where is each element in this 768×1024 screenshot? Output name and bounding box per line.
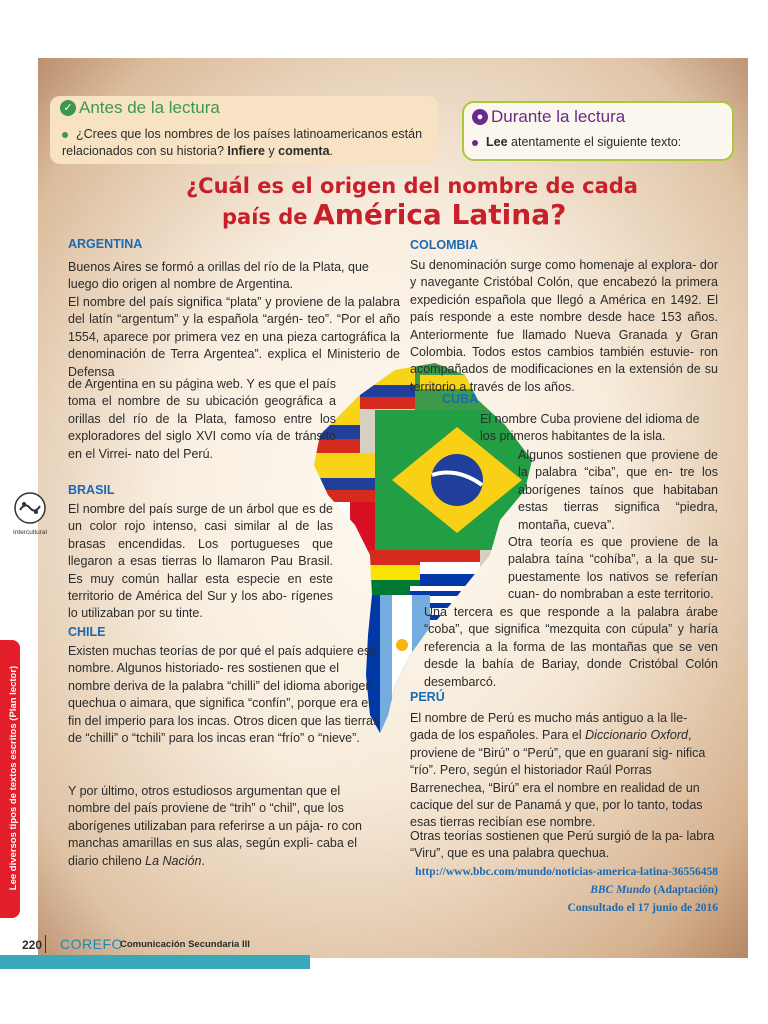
intercultural-icon <box>10 490 50 540</box>
reading-icon: ● <box>472 109 488 125</box>
argentina-paragraph-2: El nombre del país significa “plata” y proviene de la palabra del latín “argentum” y la española “argén- teo”. “Por el año 1554, aparece por primera vez en una pieza cartográfica la denominación de Terra Argentea”. explica el Ministerio de Defensa <box>68 295 400 379</box>
chile-paragraph-2: Y por último, otros estudiosos argumentan que el nombre del país proviene de “trih” o “chil”, que los aborígenes utilizaban para referirse a un pája- ro con manchas amarillas en sus alas, según expli- caba el diario chileno La Nación. <box>68 784 362 868</box>
before-reading-question: ¿Crees que los nombres de los países latinoamericanos están relacionados con su historia? Infiere y comenta. <box>62 127 423 158</box>
during-reading-title: ● Durante la lectura <box>472 107 625 127</box>
source-consulted: Consultado el 17 junio de 2016 <box>567 902 718 914</box>
peru-paragraph-1: El nombre de Perú es mucho más antiguo a la lle- gada de los españoles. Para el Diccionario Oxford, proviene de “Birú” o “Perú”, que en guaraní sig- nifica “río”. Pero, según el historiador Raúl Porras Barrenechea, “Birú” era el nombre en realidad de un cacique del sur de Panamá y que, por lo tanto, todas esas tierras recibían ese nombre. <box>410 711 706 830</box>
heading-cuba: CUBA <box>442 392 479 406</box>
page-title-line2: país de América Latina? <box>222 198 567 231</box>
source-url[interactable]: http://www.bbc.com/mundo/noticias-america-latina-36556458 <box>415 866 718 878</box>
bolivia-flag <box>360 550 420 565</box>
before-reading-title: ✓ Antes de la lectura <box>60 98 220 118</box>
course-title: Comunicación Secundaria III <box>120 939 250 950</box>
footer-divider <box>45 935 46 953</box>
cuba-paragraph-3: Otra teoría es que proviene de la palabra taína “cohíba”, a la que su- puestamente los nativos se referían cuan- do nombraban a este territorio. <box>508 535 718 602</box>
brand-logo: COREFO <box>60 936 123 952</box>
intercultural-label: Intercultural <box>13 529 47 536</box>
cuba-paragraph-1: El nombre Cuba proviene del idioma de los primeros habitantes de la isla. <box>480 412 700 444</box>
during-reading-box <box>462 101 734 161</box>
argentina-paragraph-1: Buenos Aires se formó a orillas del río de la Plata, que luego dio origen al nombre de Argentina. <box>68 260 369 292</box>
peru-paragraph-2: Otras teorías sostienen que Perú surgió de la pa- labra “Viru”, que es una palabra quechua. <box>410 829 715 861</box>
side-tab-label: Lee diversos tipos de textos escritos (Plan lector) <box>8 665 19 891</box>
colombia-paragraph-1: Su denominación surge como homenaje al explora- dor y navegante Cristóbal Colón, que encabezó la primera expedición española que llegó a América en 1492. El país responde a este nombre desde hace 153 años. Anteriormente fue llamado Nueva Granada y Gran Colombia. Todos estos cambios también estuvie- ron acompañados de modificaciones en la extensión de su territorio a través de los años. <box>410 258 718 394</box>
during-reading-instruction: Lee atentamente el siguiente texto: <box>472 135 681 149</box>
footer-bar <box>0 955 310 969</box>
source-outlet: BBC Mundo (Adaptación) <box>590 884 718 896</box>
before-reading-box <box>50 96 438 164</box>
heading-chile: CHILE <box>68 625 106 639</box>
bullet-icon <box>62 132 68 138</box>
cuba-paragraph-4: Una tercera es que responde a la palabra árabe “coba”, que significa “mezquita con cúpula” y haría referencia a la forma de las montañas que se ven desde la bahía de Bariay, donde Cristóbal Colón desembarcó. <box>424 605 718 689</box>
heading-peru: PERÚ <box>410 690 445 704</box>
chile-paragraph-1: Existen muchas teorías de por qué el país adquiere ese nombre. Algunos historiado- res sostienen que el nombre deriva de la palabra “chilli” del idioma aborigen quechua o aimara, que significa “confín”, porque era el fin del imperio para los incas. Otros dicen que las tierras de “chilli” o “tchili” para los incas eran “frío” o “nieve”. <box>68 644 380 746</box>
bullet-icon <box>472 140 478 146</box>
page-title-line1: ¿Cuál es el origen del nombre de cada <box>186 174 638 198</box>
check-icon: ✓ <box>60 100 76 116</box>
heading-argentina: ARGENTINA <box>68 237 143 251</box>
brasil-paragraph-1: El nombre del país surge de un árbol que es de un color rojo intenso, casi similar al de las brasas encendidas. Los portugueses que llegaron a esas tierras lo llamaron Pau Brasil. Es muy común hallar esta especie en este territorio de América del Sur y los abo- rígenes lo utilizaban por su tinte. <box>68 502 333 621</box>
page-number: 220 <box>22 938 43 952</box>
argentina-paragraph-3: de Argentina en su página web. Y es que el país toma el nombre de su ubicación geográfica a orillas del río de la Plata, famoso entre los exploradores del siglo XVI como vía de tránsito en el Virrei- nato del Perú. <box>68 377 336 461</box>
heading-brasil: BRASIL <box>68 483 115 497</box>
heading-colombia: COLOMBIA <box>410 238 479 252</box>
cuba-paragraph-2: Algunos sostienen que proviene de la palabra “ciba”, que en- tre los aborígenes taínos que habitaban estas tierras significa “piedra, montaña, cueva”. <box>518 448 718 532</box>
paraguay-flag <box>420 550 480 562</box>
